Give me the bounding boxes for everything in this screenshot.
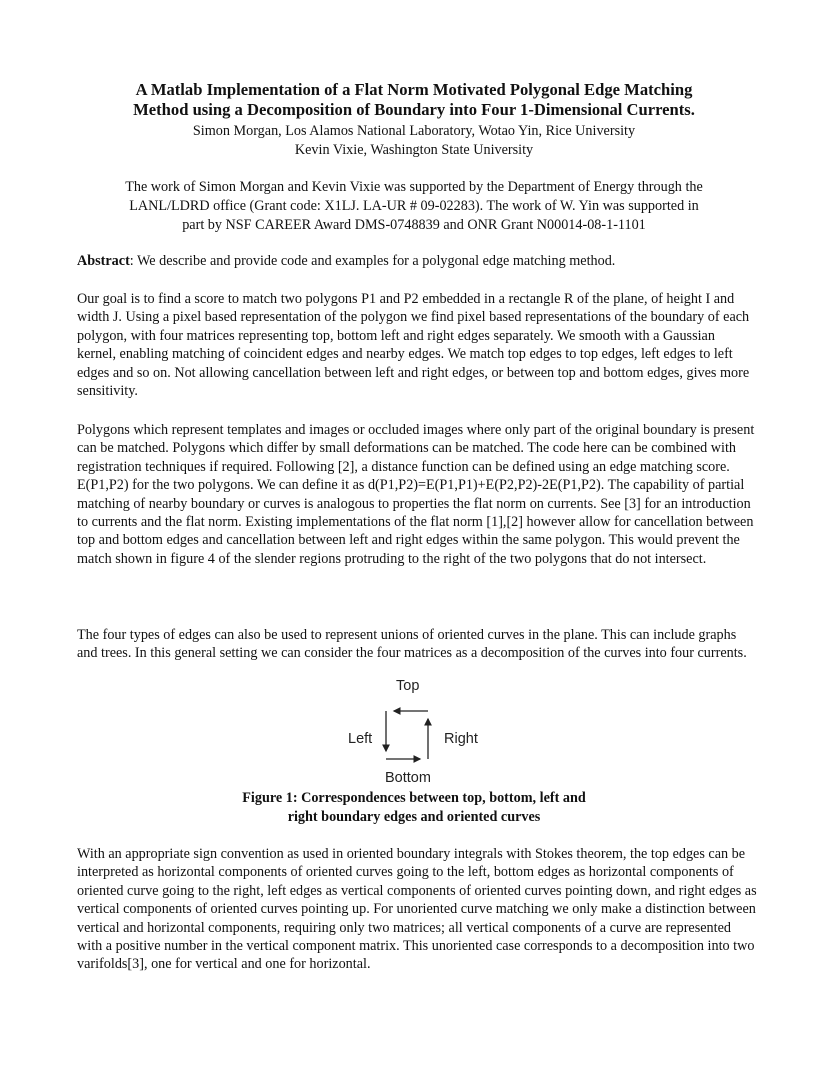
label-top: Top xyxy=(396,678,420,694)
funding-acknowledgement xyxy=(70,178,758,235)
caption-line-2: right boundary edges and oriented curves xyxy=(287,809,541,825)
funding-line-2: LANL/LDRD office (Grant code: X1LJ. LA-UR # 09-02283). The work of W. Yin was supported in xyxy=(129,198,699,214)
caption-line-1: Figure 1: Correspondences between top, bottom, left and xyxy=(242,790,586,806)
abstract xyxy=(77,252,757,270)
abstract-label: Abstract xyxy=(77,253,130,269)
label-bottom: Bottom xyxy=(385,770,431,786)
funding-line-1: The work of Simon Morgan and Kevin Vixie was supported by the Department of Energy through the xyxy=(125,179,703,195)
title-line-2: Method using a Decomposition of Boundary into Four 1-Dimensional Currents. xyxy=(133,100,695,119)
figure-1-diagram xyxy=(330,678,510,790)
paragraph-four-types: The four types of edges can also be used to represent unions of oriented curves in the plane. This can include graphs and trees. In this general setting we can consider the four matrices as a decomposition of the curves into four currents. xyxy=(77,627,747,662)
oriented-boundary-square xyxy=(382,703,438,765)
paragraph-goal: Our goal is to find a score to match two polygons P1 and P2 embedded in a rectangle R of the plane, of height I and width J. Using a pixel based representation of the polygon we find pixel based representations of the boundary of each polygon, with four matrices representing top, bottom left and right edges separately. We smooth with a Gaussian kernel, enabling matching of coincident edges and nearby edges. We match top edges to top edges, left edges to left edges and so on. Not allowing cancellation between left and right edges, or between top and bottom edges, gives more sensitivity. xyxy=(77,291,750,400)
paragraph-sign-convention: With an appropriate sign convention as used in oriented boundary integrals with Stokes theorem, the top edges can be interpreted as horizontal components of oriented curves going to the left, bottom edges as horizontal components of oriented curve going to the right, left edges as vertical components of oriented curves pointing down, and right edges as vertical components of oriented curves pointing up. For unoriented curve matching we only make a distinction between vertical and horizontal components, requiring only two matrices; all vertical components of a curve are represented with a positive number in the vertical component matrix. This unoriented case corresponds to a decomposition into two varifolds[3], one for vertical and one for horizontal. xyxy=(77,846,757,973)
authors-line-1: Simon Morgan, Los Alamos National Laboratory, Wotao Yin, Rice University xyxy=(192,123,636,139)
label-left: Left xyxy=(348,731,373,747)
authors-line-2: Kevin Vixie, Washington State University xyxy=(294,142,534,158)
author-list xyxy=(60,122,768,160)
label-right: Right xyxy=(444,731,478,747)
paper-title xyxy=(60,80,768,120)
funding-line-3: part by NSF CAREER Award DMS-0748839 and ONR Grant N00014-08-1-1101 xyxy=(182,217,646,233)
title-line-1: A Matlab Implementation of a Flat Norm Motivated Polygonal Edge Matching xyxy=(135,80,693,99)
paragraph-polygons: Polygons which represent templates and images or occluded images where only part of the original boundary is present can be matched. Polygons which differ by small deformations can be matched. The code here can be combined with registration techniques if required. Following [2], a distance function can be defined using an edge matching score. E(P1,P2) for the two polygons. We can define it as d(P1,P2)=E(P1,P1)+E(P2,P2)-2E(P1,P2). The capability of partial matching of nearby boundary or curves is analogous to properties the flat norm on currents. See [3] for an introduction to currents and the flat norm. Existing implementations of the flat norm [1],[2] however allow for cancellation between top and bottom edges and cancellation between left and right edges within the same polygon. This would prevent the match shown in figure 4 of the slender regions protruding to the right of the two polygons that do not intersect. xyxy=(77,422,755,567)
abstract-text: : We describe and provide code and examples for a polygonal edge matching method. xyxy=(129,253,616,269)
figure-1-caption xyxy=(180,789,648,827)
